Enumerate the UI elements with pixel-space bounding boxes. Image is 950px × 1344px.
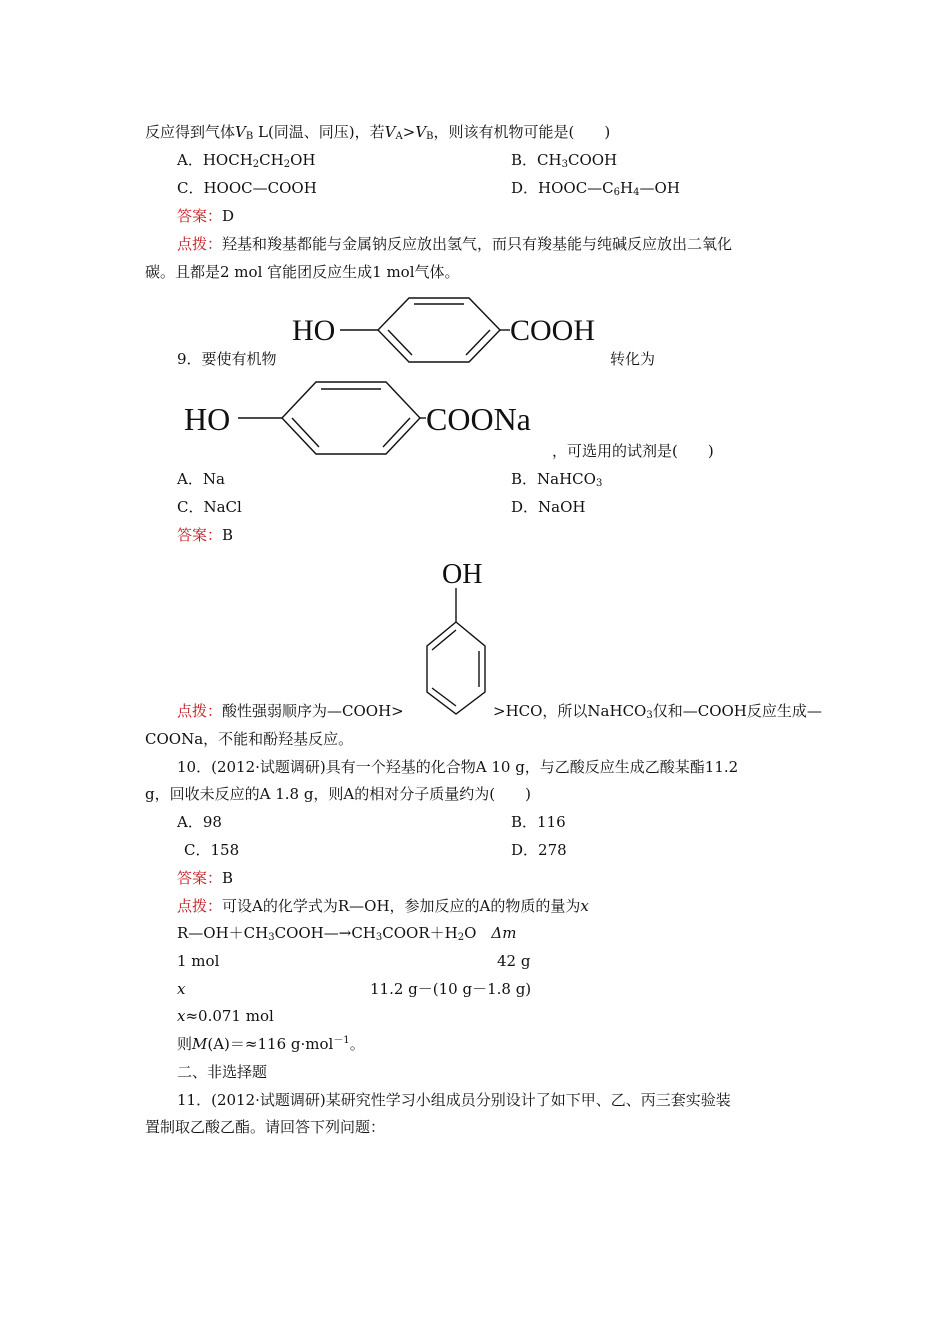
- structure-phenol: [410, 556, 500, 720]
- q8-option-d: D．$HOOC—C_6H_4—OH$: [511, 179, 680, 198]
- phenol-oh-label: OH: [442, 559, 483, 590]
- q10-row1-right: 42 g: [497, 952, 531, 970]
- struct1-cooh-label: COOH: [510, 314, 596, 347]
- q10-result: x≈0.071 mol: [177, 1007, 274, 1025]
- q10-row2-left: x: [177, 980, 186, 998]
- q10-option-d: D．278: [511, 841, 567, 859]
- struct2-coona-label: COONa: [426, 401, 531, 437]
- struct2-ho-label: HO: [184, 401, 231, 437]
- section-title: 二、非选择题: [177, 1063, 268, 1081]
- q10-equation: $R—OH+CH_3COOH—\to CH_3COOR+H_2O$ Δm: [177, 924, 517, 943]
- q9-stem-pre: 9．要使有机物: [177, 350, 277, 368]
- q8-option-b: B．$CH_3COOH$: [511, 151, 618, 170]
- struct1-ho-label: HO: [292, 314, 336, 347]
- q10-hint: 点拨：可设A的化学式为R—OH，参加反应的A的物质的量为x: [177, 897, 589, 915]
- q10-option-c: C．158: [184, 841, 240, 859]
- q10-stem: 10．(2012·试题调研)具有一个羟基的化合物A 10 g，与乙酸反应生成乙酸某酯11.2: [177, 758, 739, 776]
- q8-stem: 反应得到气体$V_B$ L(同温、同压)，若$V_A>V_B$，则该有机物可能是( ): [145, 123, 611, 142]
- q8-answer: 答案：D: [177, 207, 235, 225]
- q10-option-b: B．116: [511, 813, 566, 831]
- q9-stem-post: ，可选用的试剂是( ): [552, 442, 714, 460]
- q9-hint-line2: COONa，不能和酚羟基反应。: [145, 730, 354, 748]
- q9-hint: 点拨：酸性强弱顺序为—COOH>: [177, 702, 404, 720]
- q9-option-d: D．NaOH: [511, 498, 586, 516]
- q9-option-b: B．NaHCO$_3$: [511, 470, 603, 489]
- q9-answer: 答案：B: [177, 526, 234, 544]
- q10-row1-left: 1 mol: [177, 952, 220, 970]
- q10-final: 则M(A)＝≈116 g·mol$^{-1}$。: [177, 1035, 365, 1053]
- structure-p-hydroxybenzoic-acid: [288, 292, 618, 368]
- q10-row2-right: 11.2 g－(10 g－1.8 g): [370, 980, 532, 998]
- q11-stem: 11．(2012·试题调研)某研究性学习小组成员分别设计了如下甲、乙、丙三套实验装: [177, 1091, 731, 1109]
- q10-answer: 答案：B: [177, 869, 234, 887]
- q8-option-c: C．HOOC—COOH: [177, 179, 317, 197]
- q8-hint: 点拨：羟基和羧基都能与金属钠反应放出氢气，而只有羧基能与纯碱反应放出二氧化: [177, 235, 733, 253]
- q10-option-a: A．98: [177, 813, 222, 831]
- q8-hint-line2: 碳。且都是2 mol 官能团反应生成1 mol气体。: [145, 263, 460, 281]
- q8-option-a: A．$HOCH_2CH_2OH$: [177, 151, 316, 170]
- q9-option-c: C．NaCl: [177, 498, 242, 516]
- structure-sodium-p-hydroxybenzoate: [180, 376, 560, 460]
- q9-hint-continued: >HCO，所以NaHCO$_3$仅和—COOH反应生成—: [493, 702, 822, 721]
- q11-stem-line2: 置制取乙酸乙酯。请回答下列问题：: [145, 1118, 386, 1136]
- q9-option-a: A．Na: [177, 470, 225, 488]
- q9-stem-mid: 转化为: [610, 350, 656, 368]
- q10-stem-line2: g，回收未反应的A 1.8 g，则A的相对分子质量约为( ): [145, 785, 531, 803]
